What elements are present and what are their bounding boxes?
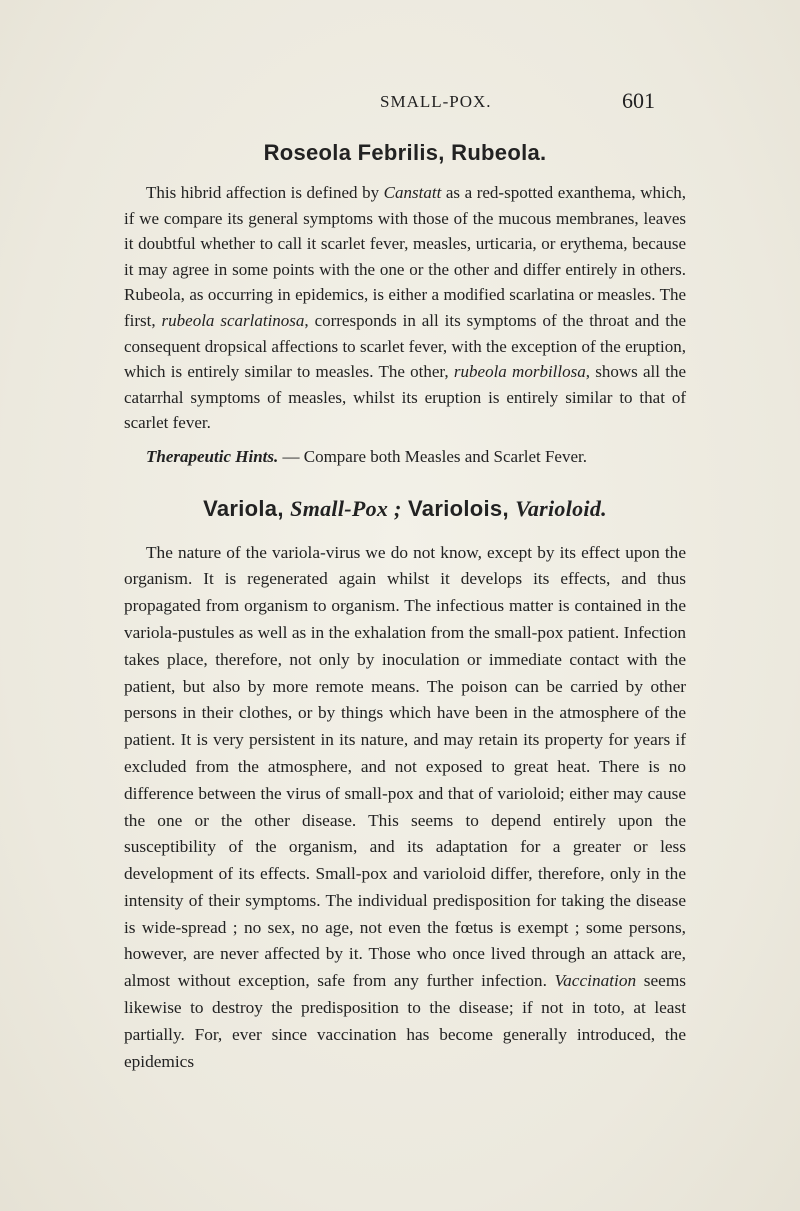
term-vaccination: Vaccination — [554, 971, 637, 991]
author-name: Canstatt — [383, 183, 442, 202]
text-run: , corresponds in all its symptoms of the throat and the consequent dropsical affections to scarlet fever, with the exception of the eruption, which is entirely similar to measles. The other, — [124, 310, 686, 382]
section-roseola — [124, 138, 686, 470]
text-run: This hibrid affection is defined by — [146, 183, 384, 202]
therapeutic-hints-text: — Compare both Measles and Scarlet Fever. — [278, 446, 587, 466]
section-heading-roseola: Roseola Febrilis, Rubeola. — [263, 140, 547, 165]
page-number: 601 — [622, 88, 655, 113]
text-run: seems likewise to destroy the predisposition to the disease; if not in toto, at least partially. For, ever since vaccination has become generally introduced, the epidemics — [124, 971, 686, 1071]
text-run: as a red-spotted exanthema, which, if we compare its general symptoms with those of the mucous membranes, leaves it doubtful whether to call it scarlet fever, measles, urticaria, or erythema, because it may agree in some points with the one or the other and differ entirely in others. Rubeola, as occurring in epidemics, is either a modified scarlatina or measles. The first, — [124, 183, 686, 330]
section-heading-variola — [124, 494, 686, 524]
page-content — [124, 130, 686, 1075]
text-run: , shows all the catarrhal symptoms of measles, whilst its eruption is entirely similar to that of scarlet fever. — [124, 362, 686, 433]
heading-part: Variola, — [203, 495, 291, 521]
text-run: The nature of the variola-virus we do not know, except by its effect upon the organism. It is regenerated again whilst it develops its effects, and thus propagated from organism to organism. The infectious matter is contained in the variola-pustules as well as in the exhalation from the small-pox patient. Infection takes place, therefore, not only by inoculation or immediate contact with the patient, but also by more remote means. The poison can be carried by other persons in their clothes, or by things which have been in the atmosphere of the patient. It is very persistent in its nature, and may retain its property for years if excluded from the atmosphere, and not exposed to great heat. There is no difference between the virus of small-pox and that of varioloid; either may cause the one or the other disease. This seems to depend entirely upon the susceptibility of the organism, and its adaptation for a greater or less development of its effects. Small-pox and varioloid differ, therefore, only in the intensity of their symptoms. The individual predisposition for taking the disease is wide-spread ; no sex, no age, not even the fœtus is exempt ; some persons, however, are never affected by it. Those who once lived through an attack are, almost without exception, safe from any further infection. — [124, 542, 686, 991]
heading-part-italic: Varioloid. — [515, 495, 607, 521]
term-rubeola-morbillosa: rubeola morbillosa — [453, 362, 586, 382]
running-head — [0, 88, 800, 118]
paragraph-variola — [124, 540, 686, 1076]
heading-part: Variolois, — [401, 495, 516, 521]
running-title: SMALL-POX. — [380, 92, 492, 111]
therapeutic-hints — [124, 444, 686, 470]
term-rubeola-scarlatinosa: rubeola scarlatinosa — [161, 310, 305, 330]
paragraph-roseola — [124, 180, 686, 436]
heading-part-italic: Small-Pox ; — [290, 495, 402, 521]
section-variola — [124, 494, 686, 1076]
therapeutic-hints-label: Therapeutic Hints. — [146, 446, 279, 466]
